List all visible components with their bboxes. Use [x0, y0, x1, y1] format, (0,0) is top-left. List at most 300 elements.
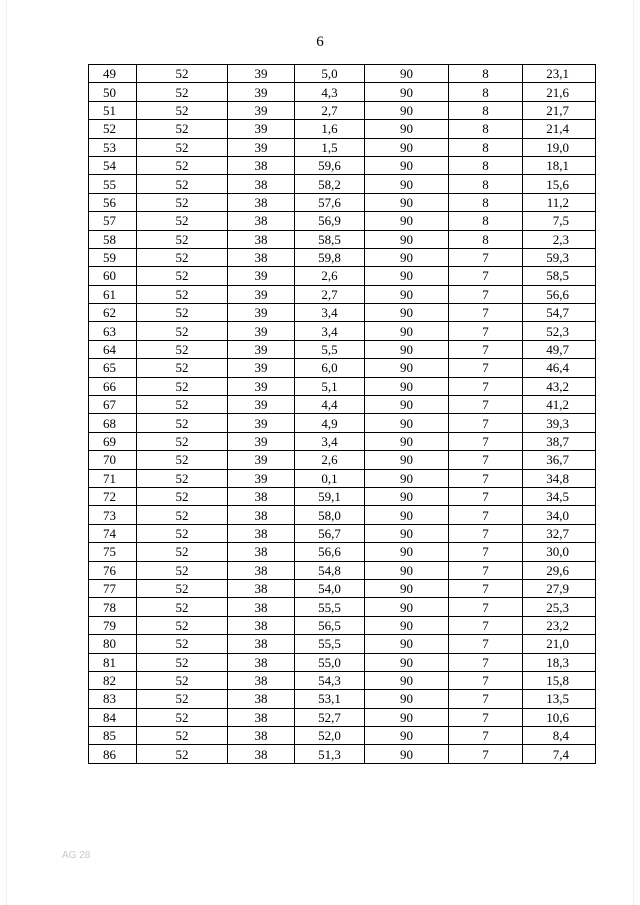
cell-lon-minutes: 7 — [449, 616, 523, 634]
cell-lat-degrees: 52 — [137, 267, 228, 285]
cell-lat-seconds: 52,0 — [295, 727, 365, 745]
cell-lat-seconds: 5,1 — [295, 377, 365, 395]
table-row — [89, 616, 596, 634]
cell-lon-degrees: 90 — [365, 451, 449, 469]
cell-lat-seconds: 55,5 — [295, 598, 365, 616]
cell-lon-degrees: 90 — [365, 506, 449, 524]
cell-lat-seconds: 53,1 — [295, 690, 365, 708]
table-row — [89, 414, 596, 432]
table-row — [89, 212, 596, 230]
table-row — [89, 230, 596, 248]
scan-edge-left — [6, 0, 8, 905]
table-row — [89, 193, 596, 211]
cell-lon-seconds: 41,2 — [523, 396, 596, 414]
coordinates-table — [88, 64, 596, 764]
cell-lon-degrees: 90 — [365, 120, 449, 138]
cell-lon-minutes: 8 — [449, 156, 523, 174]
cell-lat-degrees: 52 — [137, 671, 228, 689]
cell-point-number: 84 — [89, 708, 137, 726]
cell-lat-seconds: 3,4 — [295, 322, 365, 340]
cell-lat-seconds: 56,9 — [295, 212, 365, 230]
cell-lat-degrees: 52 — [137, 156, 228, 174]
cell-lat-degrees: 52 — [137, 469, 228, 487]
cell-lon-minutes: 7 — [449, 377, 523, 395]
cell-lon-minutes: 7 — [449, 322, 523, 340]
scan-edge-right — [633, 0, 635, 905]
table-row — [89, 671, 596, 689]
cell-lon-minutes: 7 — [449, 635, 523, 653]
cell-lat-seconds: 5,0 — [295, 65, 365, 83]
table-row — [89, 506, 596, 524]
table-row — [89, 487, 596, 505]
cell-lon-degrees: 90 — [365, 156, 449, 174]
cell-lon-seconds: 10,6 — [523, 708, 596, 726]
cell-lon-degrees: 90 — [365, 598, 449, 616]
cell-lat-minutes: 39 — [228, 340, 295, 358]
cell-point-number: 86 — [89, 745, 137, 763]
cell-lon-seconds: 52,3 — [523, 322, 596, 340]
cell-point-number: 58 — [89, 230, 137, 248]
cell-lon-minutes: 8 — [449, 138, 523, 156]
cell-lon-degrees: 90 — [365, 561, 449, 579]
cell-lon-seconds: 36,7 — [523, 451, 596, 469]
table-row — [89, 322, 596, 340]
cell-lat-seconds: 6,0 — [295, 359, 365, 377]
cell-lon-degrees: 90 — [365, 690, 449, 708]
cell-lat-minutes: 38 — [228, 156, 295, 174]
cell-lon-minutes: 7 — [449, 690, 523, 708]
table-row — [89, 727, 596, 745]
cell-lat-degrees: 52 — [137, 322, 228, 340]
cell-lon-seconds: 39,3 — [523, 414, 596, 432]
cell-point-number: 54 — [89, 156, 137, 174]
cell-lat-degrees: 52 — [137, 579, 228, 597]
table-row — [89, 120, 596, 138]
cell-point-number: 75 — [89, 543, 137, 561]
table-row — [89, 65, 596, 83]
table-row — [89, 248, 596, 266]
cell-lat-minutes: 39 — [228, 414, 295, 432]
cell-lat-degrees: 52 — [137, 598, 228, 616]
cell-lon-minutes: 7 — [449, 359, 523, 377]
cell-lon-seconds: 34,5 — [523, 487, 596, 505]
table-row — [89, 359, 596, 377]
cell-point-number: 78 — [89, 598, 137, 616]
table-row — [89, 156, 596, 174]
cell-lat-minutes: 39 — [228, 120, 295, 138]
cell-lon-degrees: 90 — [365, 396, 449, 414]
cell-lat-seconds: 3,4 — [295, 432, 365, 450]
cell-point-number: 62 — [89, 304, 137, 322]
cell-point-number: 81 — [89, 653, 137, 671]
cell-lat-minutes: 39 — [228, 359, 295, 377]
cell-lat-degrees: 52 — [137, 727, 228, 745]
cell-lat-seconds: 59,6 — [295, 156, 365, 174]
cell-lon-minutes: 8 — [449, 120, 523, 138]
cell-lat-minutes: 38 — [228, 727, 295, 745]
cell-lon-degrees: 90 — [365, 616, 449, 634]
cell-lon-minutes: 7 — [449, 561, 523, 579]
cell-point-number: 70 — [89, 451, 137, 469]
table-row — [89, 175, 596, 193]
cell-lon-degrees: 90 — [365, 487, 449, 505]
cell-point-number: 85 — [89, 727, 137, 745]
cell-lat-minutes: 38 — [228, 745, 295, 763]
cell-lat-minutes: 38 — [228, 708, 295, 726]
cell-lat-seconds: 52,7 — [295, 708, 365, 726]
cell-lat-minutes: 39 — [228, 469, 295, 487]
cell-lon-seconds: 21,0 — [523, 635, 596, 653]
cell-point-number: 61 — [89, 285, 137, 303]
cell-lat-degrees: 52 — [137, 65, 228, 83]
cell-lon-seconds: 23,1 — [523, 65, 596, 83]
cell-lat-minutes: 38 — [228, 175, 295, 193]
table-row — [89, 432, 596, 450]
cell-lat-seconds: 54,8 — [295, 561, 365, 579]
cell-lon-degrees: 90 — [365, 193, 449, 211]
cell-lon-seconds: 29,6 — [523, 561, 596, 579]
table-row — [89, 690, 596, 708]
cell-lat-minutes: 39 — [228, 65, 295, 83]
cell-lon-seconds: 15,6 — [523, 175, 596, 193]
cell-lat-degrees: 52 — [137, 83, 228, 101]
cell-lat-degrees: 52 — [137, 432, 228, 450]
cell-lat-degrees: 52 — [137, 285, 228, 303]
cell-lat-seconds: 57,6 — [295, 193, 365, 211]
cell-lat-minutes: 38 — [228, 230, 295, 248]
cell-point-number: 57 — [89, 212, 137, 230]
cell-lat-minutes: 38 — [228, 212, 295, 230]
cell-lon-degrees: 90 — [365, 635, 449, 653]
cell-lon-degrees: 90 — [365, 285, 449, 303]
cell-lon-degrees: 90 — [365, 101, 449, 119]
cell-point-number: 52 — [89, 120, 137, 138]
cell-lat-minutes: 38 — [228, 635, 295, 653]
cell-lat-degrees: 52 — [137, 561, 228, 579]
table-row — [89, 267, 596, 285]
cell-lon-degrees: 90 — [365, 432, 449, 450]
cell-lon-minutes: 7 — [449, 267, 523, 285]
cell-lon-minutes: 8 — [449, 101, 523, 119]
cell-lat-seconds: 56,5 — [295, 616, 365, 634]
cell-lon-seconds: 11,2 — [523, 193, 596, 211]
cell-point-number: 51 — [89, 101, 137, 119]
cell-point-number: 50 — [89, 83, 137, 101]
cell-lat-seconds: 56,7 — [295, 524, 365, 542]
cell-lon-degrees: 90 — [365, 230, 449, 248]
cell-lon-seconds: 59,3 — [523, 248, 596, 266]
cell-lon-minutes: 7 — [449, 487, 523, 505]
cell-lat-minutes: 39 — [228, 432, 295, 450]
cell-lon-seconds: 8,4 — [523, 727, 596, 745]
cell-lat-degrees: 52 — [137, 359, 228, 377]
cell-lon-minutes: 8 — [449, 230, 523, 248]
cell-lat-minutes: 39 — [228, 377, 295, 395]
cell-lat-minutes: 38 — [228, 616, 295, 634]
cell-lat-degrees: 52 — [137, 543, 228, 561]
cell-lon-seconds: 25,3 — [523, 598, 596, 616]
cell-lat-seconds: 51,3 — [295, 745, 365, 763]
cell-lat-degrees: 52 — [137, 745, 228, 763]
cell-lat-seconds: 2,7 — [295, 285, 365, 303]
cell-lon-seconds: 30,0 — [523, 543, 596, 561]
cell-lat-degrees: 52 — [137, 230, 228, 248]
cell-lon-seconds: 13,5 — [523, 690, 596, 708]
cell-lon-degrees: 90 — [365, 340, 449, 358]
cell-lon-degrees: 90 — [365, 708, 449, 726]
cell-lon-seconds: 49,7 — [523, 340, 596, 358]
cell-lat-minutes: 39 — [228, 322, 295, 340]
cell-lon-seconds: 32,7 — [523, 524, 596, 542]
cell-lat-minutes: 38 — [228, 487, 295, 505]
table-row — [89, 561, 596, 579]
table-row — [89, 101, 596, 119]
cell-lat-degrees: 52 — [137, 193, 228, 211]
cell-lat-minutes: 38 — [228, 561, 295, 579]
table-body — [89, 65, 596, 764]
cell-lat-degrees: 52 — [137, 340, 228, 358]
cell-lon-seconds: 43,2 — [523, 377, 596, 395]
cell-lon-minutes: 7 — [449, 285, 523, 303]
cell-point-number: 55 — [89, 175, 137, 193]
cell-lon-minutes: 7 — [449, 451, 523, 469]
cell-lat-seconds: 4,9 — [295, 414, 365, 432]
cell-lon-seconds: 21,7 — [523, 101, 596, 119]
cell-lon-seconds: 7,4 — [523, 745, 596, 763]
table-row — [89, 451, 596, 469]
cell-lon-degrees: 90 — [365, 579, 449, 597]
cell-lat-degrees: 52 — [137, 690, 228, 708]
cell-point-number: 66 — [89, 377, 137, 395]
cell-lat-seconds: 2,6 — [295, 267, 365, 285]
cell-point-number: 71 — [89, 469, 137, 487]
cell-lat-minutes: 39 — [228, 83, 295, 101]
table-row — [89, 598, 596, 616]
cell-lat-seconds: 4,4 — [295, 396, 365, 414]
cell-lon-seconds: 34,0 — [523, 506, 596, 524]
footer-mark: AG 28 — [62, 850, 91, 861]
cell-lon-minutes: 7 — [449, 414, 523, 432]
cell-lat-seconds: 3,4 — [295, 304, 365, 322]
cell-lat-degrees: 52 — [137, 506, 228, 524]
cell-lat-degrees: 52 — [137, 653, 228, 671]
cell-lon-minutes: 7 — [449, 579, 523, 597]
cell-lon-degrees: 90 — [365, 745, 449, 763]
cell-lon-seconds: 38,7 — [523, 432, 596, 450]
cell-lon-seconds: 21,6 — [523, 83, 596, 101]
cell-lon-seconds: 19,0 — [523, 138, 596, 156]
cell-point-number: 79 — [89, 616, 137, 634]
cell-lat-minutes: 38 — [228, 193, 295, 211]
cell-lon-degrees: 90 — [365, 524, 449, 542]
cell-lat-minutes: 38 — [228, 671, 295, 689]
cell-lon-minutes: 7 — [449, 432, 523, 450]
cell-point-number: 53 — [89, 138, 137, 156]
table-row — [89, 635, 596, 653]
cell-lat-minutes: 38 — [228, 506, 295, 524]
cell-lon-minutes: 7 — [449, 727, 523, 745]
cell-point-number: 56 — [89, 193, 137, 211]
cell-lon-degrees: 90 — [365, 377, 449, 395]
cell-lat-seconds: 2,6 — [295, 451, 365, 469]
cell-point-number: 82 — [89, 671, 137, 689]
cell-lat-minutes: 38 — [228, 248, 295, 266]
table-row — [89, 304, 596, 322]
cell-lon-degrees: 90 — [365, 175, 449, 193]
cell-point-number: 64 — [89, 340, 137, 358]
cell-lat-degrees: 52 — [137, 396, 228, 414]
table-row — [89, 377, 596, 395]
cell-lon-minutes: 7 — [449, 506, 523, 524]
cell-lat-minutes: 39 — [228, 101, 295, 119]
cell-lon-degrees: 90 — [365, 83, 449, 101]
cell-lon-degrees: 90 — [365, 65, 449, 83]
cell-lat-minutes: 38 — [228, 653, 295, 671]
cell-lat-degrees: 52 — [137, 138, 228, 156]
table-row — [89, 138, 596, 156]
cell-lat-seconds: 5,5 — [295, 340, 365, 358]
cell-lon-degrees: 90 — [365, 267, 449, 285]
cell-lat-seconds: 1,6 — [295, 120, 365, 138]
cell-point-number: 59 — [89, 248, 137, 266]
cell-lat-minutes: 38 — [228, 579, 295, 597]
table-row — [89, 543, 596, 561]
cell-lon-minutes: 8 — [449, 83, 523, 101]
cell-lon-minutes: 8 — [449, 212, 523, 230]
cell-lat-degrees: 52 — [137, 175, 228, 193]
cell-lat-seconds: 2,7 — [295, 101, 365, 119]
table-row — [89, 83, 596, 101]
cell-lon-seconds: 21,4 — [523, 120, 596, 138]
cell-point-number: 67 — [89, 396, 137, 414]
cell-lon-minutes: 7 — [449, 304, 523, 322]
cell-point-number: 74 — [89, 524, 137, 542]
cell-lat-degrees: 52 — [137, 377, 228, 395]
cell-lon-seconds: 23,2 — [523, 616, 596, 634]
cell-lon-seconds: 54,7 — [523, 304, 596, 322]
cell-lon-minutes: 7 — [449, 708, 523, 726]
cell-lon-degrees: 90 — [365, 727, 449, 745]
cell-lon-minutes: 7 — [449, 745, 523, 763]
cell-lat-minutes: 39 — [228, 451, 295, 469]
cell-lat-degrees: 52 — [137, 101, 228, 119]
cell-point-number: 60 — [89, 267, 137, 285]
cell-lat-seconds: 55,5 — [295, 635, 365, 653]
cell-lat-minutes: 38 — [228, 524, 295, 542]
cell-lat-seconds: 58,5 — [295, 230, 365, 248]
cell-lon-seconds: 15,8 — [523, 671, 596, 689]
cell-point-number: 69 — [89, 432, 137, 450]
table-row — [89, 340, 596, 358]
cell-lon-minutes: 7 — [449, 469, 523, 487]
cell-lon-seconds: 27,9 — [523, 579, 596, 597]
cell-point-number: 76 — [89, 561, 137, 579]
cell-lon-degrees: 90 — [365, 653, 449, 671]
cell-lat-degrees: 52 — [137, 616, 228, 634]
cell-lon-minutes: 7 — [449, 598, 523, 616]
table-row — [89, 396, 596, 414]
cell-lat-degrees: 52 — [137, 708, 228, 726]
cell-lon-minutes: 7 — [449, 543, 523, 561]
cell-lon-degrees: 90 — [365, 469, 449, 487]
table-row — [89, 285, 596, 303]
cell-lon-minutes: 7 — [449, 340, 523, 358]
cell-lat-seconds: 0,1 — [295, 469, 365, 487]
cell-lat-degrees: 52 — [137, 248, 228, 266]
cell-lat-seconds: 55,0 — [295, 653, 365, 671]
cell-lat-degrees: 52 — [137, 120, 228, 138]
cell-lat-seconds: 58,0 — [295, 506, 365, 524]
cell-lat-degrees: 52 — [137, 451, 228, 469]
cell-lon-degrees: 90 — [365, 248, 449, 266]
cell-lat-minutes: 39 — [228, 304, 295, 322]
cell-point-number: 73 — [89, 506, 137, 524]
cell-lon-minutes: 7 — [449, 653, 523, 671]
cell-lat-seconds: 54,3 — [295, 671, 365, 689]
cell-lat-minutes: 38 — [228, 690, 295, 708]
table-row — [89, 469, 596, 487]
cell-lon-minutes: 7 — [449, 671, 523, 689]
cell-lat-degrees: 52 — [137, 414, 228, 432]
cell-lon-minutes: 7 — [449, 248, 523, 266]
cell-lat-seconds: 56,6 — [295, 543, 365, 561]
cell-lon-degrees: 90 — [365, 322, 449, 340]
cell-lat-minutes: 38 — [228, 543, 295, 561]
table-row — [89, 745, 596, 763]
cell-lon-seconds: 7,5 — [523, 212, 596, 230]
cell-lat-seconds: 54,0 — [295, 579, 365, 597]
cell-lon-seconds: 56,6 — [523, 285, 596, 303]
cell-lat-minutes: 39 — [228, 396, 295, 414]
cell-lat-degrees: 52 — [137, 524, 228, 542]
cell-lon-degrees: 90 — [365, 414, 449, 432]
cell-point-number: 72 — [89, 487, 137, 505]
cell-lon-seconds: 34,8 — [523, 469, 596, 487]
cell-lon-minutes: 7 — [449, 396, 523, 414]
cell-lat-degrees: 52 — [137, 304, 228, 322]
cell-lat-seconds: 58,2 — [295, 175, 365, 193]
cell-lat-minutes: 39 — [228, 138, 295, 156]
cell-lon-minutes: 7 — [449, 524, 523, 542]
cell-lon-degrees: 90 — [365, 671, 449, 689]
page-number: 6 — [316, 34, 324, 50]
cell-point-number: 63 — [89, 322, 137, 340]
table-row — [89, 653, 596, 671]
cell-lat-minutes: 38 — [228, 598, 295, 616]
cell-lon-degrees: 90 — [365, 543, 449, 561]
cell-point-number: 77 — [89, 579, 137, 597]
cell-lon-minutes: 8 — [449, 193, 523, 211]
cell-lon-seconds: 2,3 — [523, 230, 596, 248]
table-row — [89, 579, 596, 597]
cell-lon-seconds: 58,5 — [523, 267, 596, 285]
cell-lon-seconds: 18,1 — [523, 156, 596, 174]
cell-lat-degrees: 52 — [137, 212, 228, 230]
cell-point-number: 68 — [89, 414, 137, 432]
cell-lon-degrees: 90 — [365, 359, 449, 377]
cell-lon-minutes: 8 — [449, 65, 523, 83]
cell-lat-seconds: 4,3 — [295, 83, 365, 101]
cell-point-number: 80 — [89, 635, 137, 653]
cell-lon-degrees: 90 — [365, 212, 449, 230]
cell-lat-seconds: 59,8 — [295, 248, 365, 266]
table-row — [89, 524, 596, 542]
cell-lon-degrees: 90 — [365, 304, 449, 322]
cell-lat-seconds: 59,1 — [295, 487, 365, 505]
cell-lon-seconds: 18,3 — [523, 653, 596, 671]
cell-lat-minutes: 39 — [228, 267, 295, 285]
cell-lon-seconds: 46,4 — [523, 359, 596, 377]
